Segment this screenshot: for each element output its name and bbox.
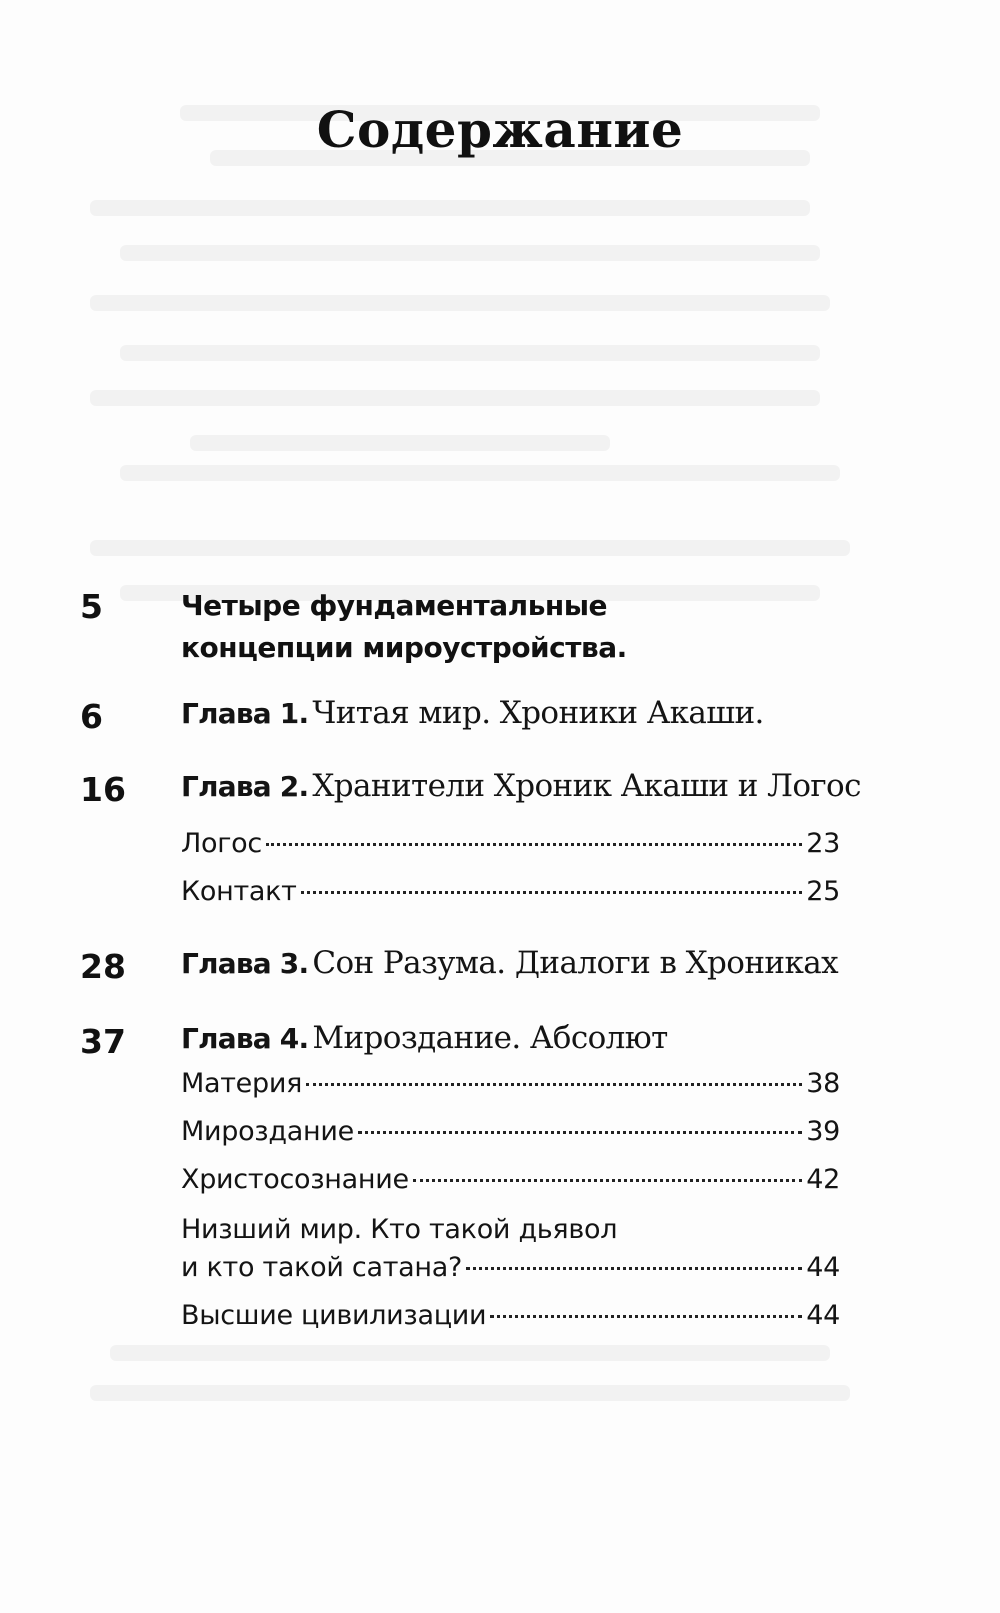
chapter-title: Читая мир. Хроники Акаши. [312, 695, 764, 731]
toc-entry-chapter-4[interactable] [0, 1020, 1000, 1070]
subentry-title: и кто такой сатана? [181, 1252, 462, 1283]
section-title-line2: концепции мироустройства. [181, 631, 627, 664]
toc-subentry[interactable] [181, 1252, 840, 1292]
chapter-title: Хранители Хроник Акаши и Логос [312, 768, 861, 804]
toc-subentry[interactable] [181, 1116, 840, 1156]
dot-leader [413, 1179, 802, 1182]
dot-leader [358, 1131, 802, 1134]
toc-subentry[interactable] [181, 1300, 840, 1340]
toc-entry-chapter-2[interactable] [0, 768, 1000, 818]
subentry-title: Мироздание [181, 1116, 354, 1147]
chapter-title: Сон Разума. Диалоги в Хрониках [312, 945, 839, 981]
page-number: 5 [80, 587, 103, 626]
page-number: 28 [80, 947, 126, 986]
page-title: Содержание [316, 100, 684, 159]
toc-subentry[interactable] [181, 1068, 840, 1108]
chapter-heading [181, 768, 861, 804]
subentry-title-line1: Низший мир. Кто такой дьявол [181, 1214, 618, 1245]
dot-leader [466, 1267, 802, 1270]
section-title-line1: Четыре фундаментальные [181, 589, 608, 622]
dot-leader [490, 1315, 802, 1318]
toc-subentry[interactable] [181, 1164, 840, 1204]
subentry-title: Логос [181, 828, 262, 859]
toc-subentry[interactable] [181, 828, 840, 868]
chapter-heading [181, 1020, 668, 1056]
subentry-title: Высшие цивилизации [181, 1300, 487, 1331]
subentry-page: 44 [806, 1300, 840, 1331]
dot-leader [306, 1083, 802, 1086]
page-number: 16 [80, 770, 126, 809]
toc-entry-chapter-1[interactable] [0, 695, 1000, 745]
toc-entry-intro[interactable] [0, 585, 1000, 675]
subentry-title: Материя [181, 1068, 303, 1099]
subentry-page: 44 [806, 1252, 840, 1283]
dot-leader [266, 843, 802, 846]
chapter-label: Глава 2. [181, 770, 309, 803]
toc-entry-chapter-3[interactable] [0, 945, 1000, 995]
subentry-page: 23 [806, 828, 840, 859]
chapter-label: Глава 1. [181, 697, 309, 730]
chapter-title: Мироздание. Абсолют [312, 1020, 668, 1056]
subentry-title: Контакт [181, 876, 297, 907]
chapter-heading [181, 945, 838, 981]
section-title [181, 585, 627, 669]
toc-subentry[interactable] [181, 876, 840, 916]
page-number: 6 [80, 697, 103, 736]
chapter-label: Глава 4. [181, 1022, 309, 1055]
chapter-label: Глава 3. [181, 947, 309, 980]
subentry-page: 42 [806, 1164, 840, 1195]
chapter-heading [181, 695, 764, 731]
dot-leader [301, 891, 803, 894]
subentry-page: 38 [806, 1068, 840, 1099]
subentry-title: Христосознание [181, 1164, 409, 1195]
subentry-page: 25 [806, 876, 840, 907]
subentry-page: 39 [806, 1116, 840, 1147]
page-number: 37 [80, 1022, 126, 1061]
